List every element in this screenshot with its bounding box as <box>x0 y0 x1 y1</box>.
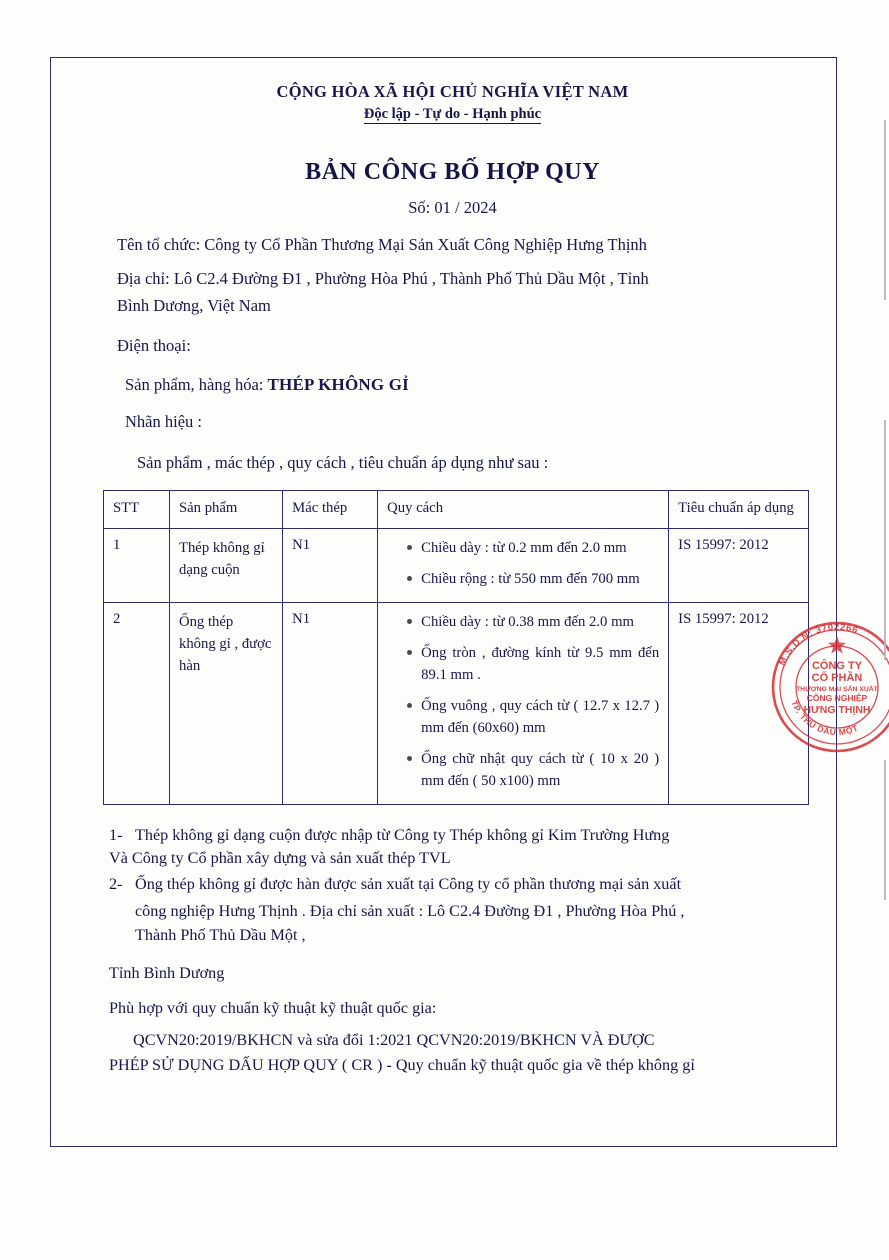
regulation-block <box>99 1028 806 1078</box>
svg-text:TP. THỦ DẦU MỘT: TP. THỦ DẦU MỘT <box>789 698 860 738</box>
row1-spec-item: Chiều dày : từ 0.2 mm đến 2.0 mm <box>407 537 659 559</box>
motto-text: Độc lập - Tự do - Hạnh phúc <box>363 106 542 122</box>
note-2-number: 2- <box>109 875 123 894</box>
row1-stt: 1 <box>104 528 170 602</box>
row2-grade: N1 <box>283 602 378 804</box>
svg-text:THƯƠNG MẠI SẢN XUẤT: THƯƠNG MẠI SẢN XUẤT <box>796 686 878 693</box>
row2-spec-item: Ống vuông , quy cách từ ( 12.7 x 12.7 ) mm đến (60x60) mm <box>407 695 659 739</box>
regulation-line-1: QCVN20:2019/BKHCN và sửa đổi 1:2021 QCVN20:2019/BKHCN VÀ ĐƯỢC <box>133 1030 655 1049</box>
row1-grade: N1 <box>283 528 378 602</box>
table-header-product: Sản phẩm <box>169 490 282 528</box>
note-item-1 <box>109 823 806 847</box>
notes-section <box>99 823 806 947</box>
row1-standard: IS 15997: 2012 <box>669 528 809 602</box>
scan-edge-marks <box>881 0 887 1260</box>
table-header-specs: Quy cách <box>378 490 669 528</box>
nation-heading: CỘNG HÒA XÃ HỘI CHỦ NGHĨA VIỆT NAM <box>276 82 629 101</box>
note-1-text: Thép không gỉ dạng cuộn được nhập từ Công ty Thép không gỉ Kim Trường Hưng <box>135 826 670 845</box>
row1-specs <box>378 528 669 602</box>
svg-text:CỔ PHẦN: CỔ PHẦN <box>811 672 863 684</box>
conformity-line: Phù hợp với quy chuẩn kỹ thuật kỹ thuật quốc gia: <box>109 999 437 1018</box>
brand-line: Nhãn hiệu : <box>125 411 202 431</box>
product-line <box>99 372 806 398</box>
org-address-line2: Bình Dương, Việt Nam <box>117 296 271 316</box>
province-line: Tỉnh Bình Dương <box>109 964 225 983</box>
org-name-line: Tên tổ chức: Công ty Cổ Phần Thương Mại Sản Xuất Công Nghiệp Hưng Thịnh <box>117 235 647 254</box>
row2-stt: 2 <box>104 602 170 804</box>
note-1-continuation: Và Công ty Cổ phần xây dựng và sản xuất thép TVL <box>109 849 451 868</box>
product-name: THÉP KHÔNG GỈ <box>267 375 409 395</box>
row2-standard: IS 15997: 2012 <box>669 602 809 804</box>
svg-text:M.S.D.N: 3702266: M.S.D.N: 3702266 <box>776 621 860 668</box>
svg-text:CÔNG TY: CÔNG TY <box>811 660 863 672</box>
table-header-grade: Mác thép <box>283 490 378 528</box>
note-1-number: 1- <box>109 826 123 845</box>
svg-text:HƯNG THỊNH: HƯNG THỊNH <box>803 704 871 716</box>
row2-product: Ống thép không gỉ , được hàn <box>169 602 282 804</box>
page-title: BẢN CÔNG BỐ HỢP QUY <box>305 159 600 185</box>
table-row <box>104 602 809 804</box>
specification-table <box>103 490 809 805</box>
note-2-text: Ống thép không gỉ được hàn được sản xuất tại Công ty cổ phần thương mại sản xuất <box>135 875 682 894</box>
regulation-line-2: PHÉP SỬ DỤNG DẤU HỢP QUY ( CR ) - Quy chuẩn kỹ thuật quốc gia về thép không gỉ <box>109 1055 695 1074</box>
document-frame <box>50 57 837 1147</box>
row2-spec-item: Chiều dày : từ 0.38 mm đến 2.0 mm <box>407 611 659 633</box>
org-address-line1: Địa chỉ: Lô C2.4 Đường Đ1 , Phường Hòa Phú , Thành Phố Thủ Dầu Một , Tỉnh <box>117 268 649 288</box>
table-header-stt: STT <box>104 490 170 528</box>
table-header-row <box>104 490 809 528</box>
org-phone-line: Điện thoại: <box>117 335 191 355</box>
row2-specs <box>378 602 669 804</box>
note-item-2 <box>109 872 806 896</box>
note-2-continuation-a: công nghiệp Hưng Thịnh . Địa chỉ sản xuất : Lô C2.4 Đường Đ1 , Phường Hòa Phú , <box>135 901 685 920</box>
row2-spec-item: Ống tròn , đường kính từ 9.5 mm đến 89.1 mm . <box>407 642 659 686</box>
document-number: Số: 01 / 2024 <box>408 198 497 217</box>
document-body <box>51 58 836 1146</box>
svg-text:CÔNG NGHIỆP: CÔNG NGHIỆP <box>806 693 868 703</box>
row1-spec-item: Chiều rộng : từ 550 mm đến 700 mm <box>407 568 659 590</box>
row2-spec-item: Ống chữ nhật quy cách từ ( 10 x 20 ) mm đến ( 50 x100) mm <box>407 748 659 792</box>
row1-product: Thép không gỉ dạng cuộn <box>169 528 282 602</box>
note-2-continuation-b: Thành Phố Thủ Dầu Một , <box>135 926 306 945</box>
motto-heading <box>99 106 806 123</box>
spec-intro-line: Sản phẩm , mác thép , quy cách , tiêu chuẩn áp dụng như sau : <box>137 453 549 473</box>
product-label: Sản phẩm, hàng hóa: <box>125 375 264 395</box>
table-header-standard: Tiêu chuẩn áp dụng <box>669 490 809 528</box>
table-row <box>104 528 809 602</box>
